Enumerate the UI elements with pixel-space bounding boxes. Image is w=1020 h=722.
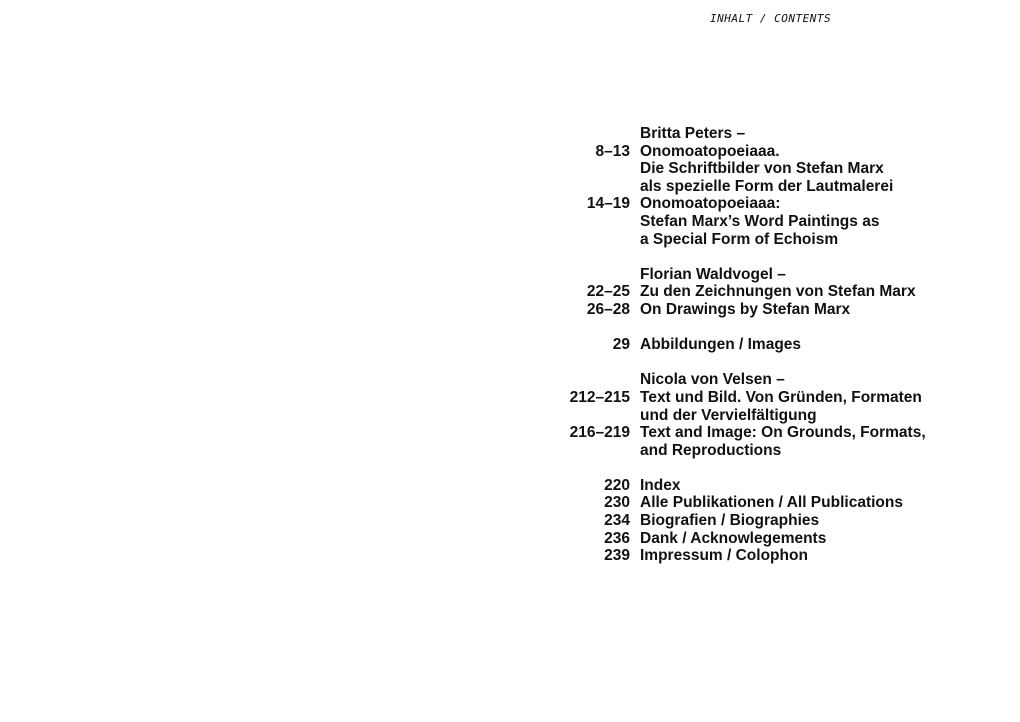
toc-entry-text	[640, 319, 1000, 337]
toc-entry-text	[640, 354, 1000, 372]
toc-entry-text: Florian Waldvogel –	[640, 265, 786, 283]
toc-entry-text: Impressum / Colophon	[640, 547, 808, 565]
toc-page-range: 22–25	[586, 283, 630, 301]
toc-line	[560, 477, 1000, 495]
toc-entry-text: On Drawings by Stefan Marx	[640, 300, 851, 318]
toc-spacer	[560, 459, 1000, 477]
toc-page-range	[560, 459, 640, 477]
toc-entry-text: Dank / Acknowlegements	[640, 529, 827, 547]
toc-line	[560, 178, 1000, 196]
toc-page-range: 216–219	[569, 424, 630, 442]
toc-page-range	[560, 248, 640, 266]
toc-line	[560, 195, 1000, 213]
toc-line	[560, 160, 1000, 178]
toc-spacer	[560, 248, 1000, 266]
toc-line	[560, 389, 1000, 407]
toc-page-range	[560, 160, 640, 178]
toc-entry-text: Index	[640, 476, 681, 494]
toc-page-range	[560, 125, 640, 143]
toc-page-range	[560, 442, 640, 460]
toc-page-range	[560, 231, 640, 249]
toc-page-range	[560, 407, 640, 425]
toc-line	[560, 301, 1000, 319]
table-of-contents	[560, 125, 1000, 565]
toc-line	[560, 530, 1000, 548]
toc-line	[560, 283, 1000, 301]
toc-entry-text: Zu den Zeichnungen von Stefan Marx	[640, 283, 916, 301]
toc-page-range: 212–215	[569, 388, 630, 406]
toc-line	[560, 512, 1000, 530]
toc-entry-text: Onomoatopoeiaaa:	[640, 195, 781, 213]
toc-entry-text: Nicola von Velsen –	[640, 371, 785, 389]
toc-line	[560, 143, 1000, 161]
toc-line	[560, 494, 1000, 512]
toc-page-range: 220	[604, 476, 630, 494]
toc-line	[560, 336, 1000, 354]
toc-entry-text: Text und Bild. Von Gründen, Formaten	[640, 388, 922, 406]
toc-line	[560, 371, 1000, 389]
toc-page-range: 236	[604, 529, 630, 547]
toc-page-range: 234	[604, 512, 630, 530]
toc-page-range: 14–19	[586, 195, 630, 213]
toc-entry-text: und der Vervielfältigung	[640, 406, 817, 424]
toc-line	[560, 213, 1000, 231]
toc-page-range	[560, 213, 640, 231]
toc-page-range: 8–13	[595, 142, 630, 160]
toc-entry-text: Die Schriftbilder von Stefan Marx	[640, 160, 884, 178]
toc-entry-text	[640, 248, 1000, 266]
toc-entry-text: Stefan Marx’s Word Paintings as	[640, 212, 880, 230]
toc-entry-text: als spezielle Form der Lautmalerei	[640, 177, 894, 195]
toc-page-range: 239	[604, 547, 630, 565]
toc-page-range	[560, 266, 640, 284]
toc-page-range: 29	[612, 336, 630, 354]
toc-entry-text: and Reproductions	[640, 441, 782, 459]
toc-line	[560, 407, 1000, 425]
toc-entry-text: a Special Form of Echoism	[640, 230, 839, 248]
toc-spacer	[560, 354, 1000, 372]
toc-entry-text: Alle Publikationen / All Publications	[640, 494, 903, 512]
toc-page-range: 26–28	[586, 300, 630, 318]
toc-entry-text: Text and Image: On Grounds, Formats,	[640, 424, 926, 442]
toc-entry-text: Britta Peters –	[640, 125, 746, 142]
toc-entry-text: Biografien / Biographies	[640, 512, 820, 530]
toc-spacer	[560, 319, 1000, 337]
toc-entry-text: Abbildungen / Images	[640, 336, 802, 354]
toc-entry-text	[640, 459, 1000, 477]
toc-page-range	[560, 178, 640, 196]
toc-line	[560, 125, 1000, 143]
page-header-title: INHALT / CONTENTS	[710, 12, 832, 25]
toc-line	[560, 231, 1000, 249]
toc-line	[560, 266, 1000, 284]
toc-line	[560, 424, 1000, 442]
toc-page-range: 230	[604, 494, 630, 512]
toc-page-range	[560, 354, 640, 372]
toc-page-range	[560, 319, 640, 337]
toc-line	[560, 442, 1000, 460]
toc-entry-text: Onomoatopoeiaaa.	[640, 142, 780, 160]
toc-line	[560, 547, 1000, 565]
toc-page-range	[560, 371, 640, 389]
